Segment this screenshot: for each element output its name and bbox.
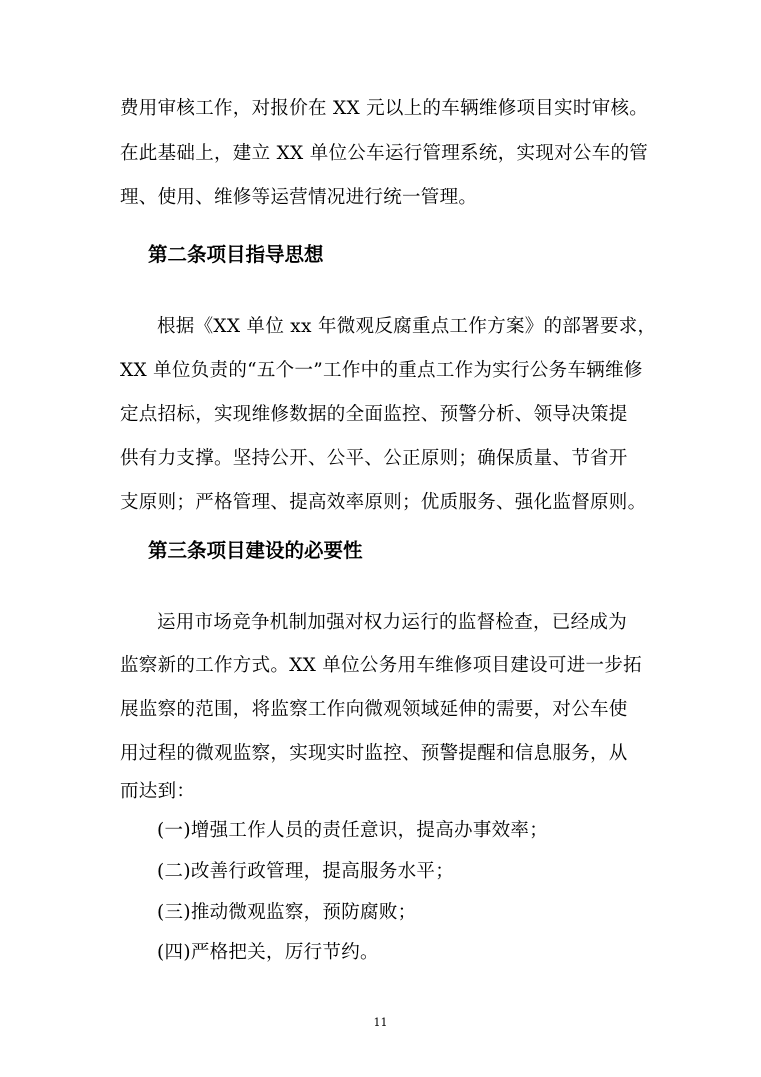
section-heading: 第三条项目建设的必要性 [148,539,363,562]
paragraph-line: 运用市场竞争机制加强对权力运行的监督检查，已经成为 [157,612,628,633]
list-item: (四)严格把关，厉行节约。 [157,942,379,963]
list-item: (二)改善行政管理，提高服务水平； [157,861,455,882]
paragraph-line: XX 单位负责的“五个一”工作中的重点工作为实行公务车辆维修 [120,360,643,381]
paragraph-line: 支原则；严格管理、提高效率原则；优质服务、强化监督原则。 [120,492,647,513]
section-heading: 第二条项目指导思想 [148,243,324,266]
paragraph-line: 费用审核工作，对报价在 XX 元以上的车辆维修项目实时审核。 [120,98,649,119]
paragraph-line: 供有力支撑。坚持公开、公平、公正原则；确保质量、节省开 [120,448,628,469]
paragraph-line: 在此基础上，建立 XX 单位公车运行管理系统，实现对公车的管 [120,143,649,164]
paragraph-line: 展监察的范围，将监察工作向微观领域延伸的需要，对公车使 [120,699,628,720]
page-number: 11 [373,1016,388,1029]
paragraph-line: 理、使用、维修等运营情况进行统一管理。 [120,187,478,208]
paragraph-line: 监察新的工作方式。XX 单位公务用车维修项目建设可进一步拓 [120,655,642,676]
paragraph-line: 根据《XX 单位 xx 年微观反腐重点工作方案》的部署要求， [157,316,657,337]
list-item: (一)增强工作人员的责任意识，提高办事效率； [157,820,549,841]
list-item: (三)推动微观监察，预防腐败； [157,902,417,923]
paragraph-line: 定点招标，实现维修数据的全面监控、预警分析、领导决策提 [120,404,628,425]
paragraph-line: 用过程的微观监察，实现实时监控、预警提醒和信息服务，从 [120,743,628,764]
paragraph-line: 而达到： [120,781,196,802]
